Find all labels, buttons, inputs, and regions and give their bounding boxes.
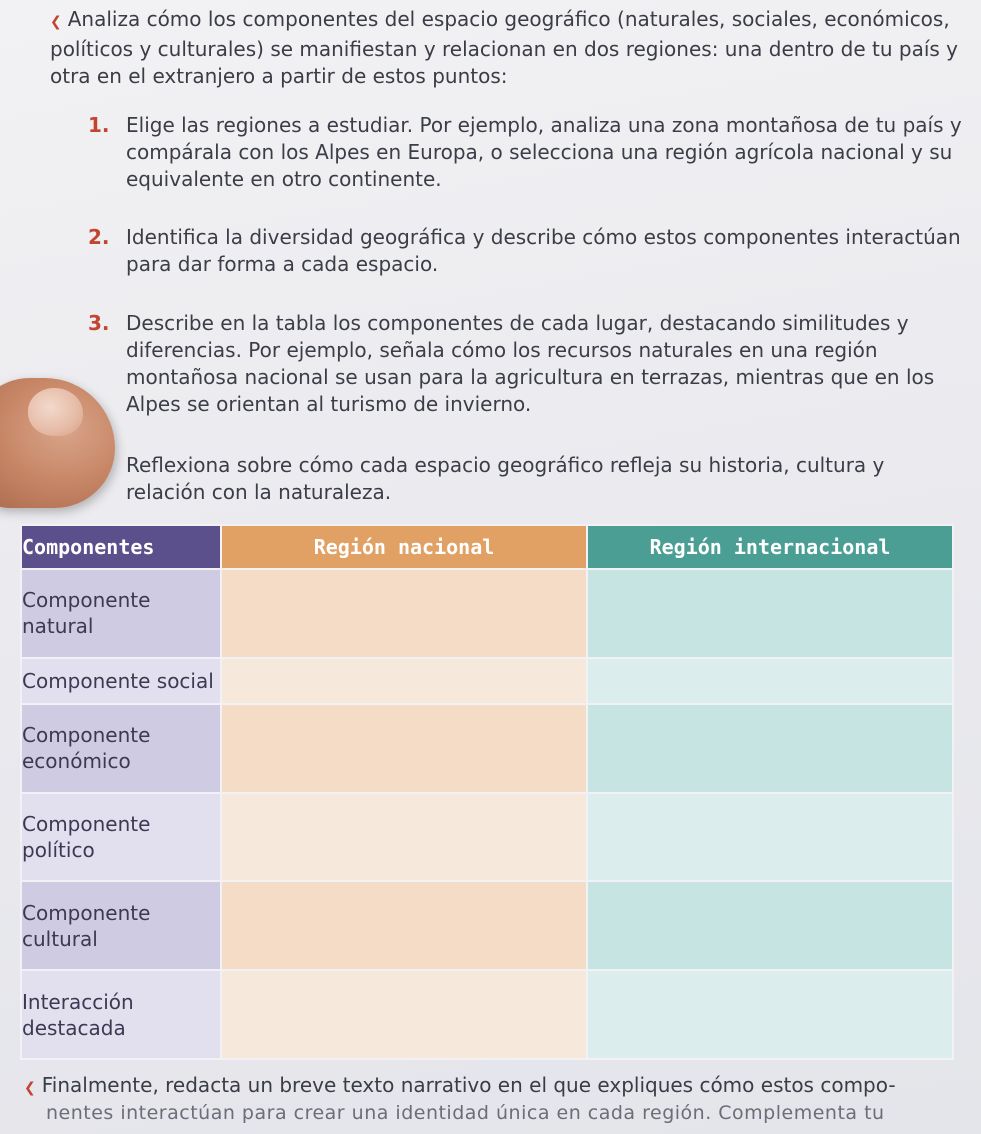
cell-nacional[interactable]	[221, 658, 587, 704]
table-row	[21, 569, 953, 658]
table-row	[21, 704, 953, 793]
footer-paragraph	[24, 1072, 974, 1102]
row-label: Interacción destacada	[21, 970, 221, 1059]
fingernail	[28, 388, 83, 436]
step-text: Elige las regiones a estudiar. Por ejemplo, analiza una zona montañosa de tu país y compárala con los Alpes en Europa, o selecciona una región agrícola nacional y su equivalente en otro continente.	[126, 113, 962, 191]
cell-internacional[interactable]	[587, 881, 953, 970]
step-text: Identifica la diversidad geográfica y describe cómo estos componentes interactúan para dar forma a cada espacio.	[126, 225, 961, 276]
table-row	[21, 793, 953, 882]
step-number: 2.	[88, 225, 110, 249]
footer-continuation: nentes interactúan para crear una identidad única en cada región. Complementa tu	[46, 1102, 885, 1124]
cell-nacional[interactable]	[221, 704, 587, 793]
cell-nacional[interactable]	[221, 970, 587, 1059]
cell-internacional[interactable]	[587, 970, 953, 1059]
row-label: Componente político	[21, 793, 221, 882]
step-2	[88, 224, 966, 278]
bullet-icon: ❮	[50, 14, 62, 30]
intro-text: Analiza cómo los componentes del espacio geográfico (naturales, sociales, económicos, políticos y culturales) se manifiestan y relacionan en dos regiones: una dentro de tu país y otra en el extranjero a partir de estos puntos:	[50, 7, 958, 88]
step-text: Describe en la tabla los componentes de cada lugar, destacando similitudes y diferencias. Por ejemplo, señala cómo los recursos naturales en una región montañosa nacional se usan para la agricultura en terrazas, mientras que en los Alpes se orientan al turismo de invierno.	[126, 311, 935, 416]
cell-nacional[interactable]	[221, 569, 587, 658]
step-1	[88, 112, 966, 193]
row-label: Componente social	[21, 658, 221, 704]
cell-internacional[interactable]	[587, 569, 953, 658]
cell-internacional[interactable]	[587, 793, 953, 882]
cell-internacional[interactable]	[587, 658, 953, 704]
step-number: 1.	[88, 113, 110, 137]
table-header-row	[21, 525, 953, 569]
cell-internacional[interactable]	[587, 704, 953, 793]
table-row	[21, 881, 953, 970]
step-3	[88, 310, 966, 418]
row-label: Componente cultural	[21, 881, 221, 970]
header-region-internacional: Región internacional	[587, 525, 953, 569]
step-number: 3.	[88, 311, 110, 335]
header-componentes: Componentes	[21, 525, 221, 569]
footer-text: Finalmente, redacta un breve texto narrativo en el que expliques cómo estos compo-	[41, 1073, 896, 1097]
intro-paragraph	[50, 6, 960, 90]
cell-nacional[interactable]	[221, 881, 587, 970]
step-4	[126, 452, 966, 506]
finger-photo	[0, 378, 115, 508]
header-region-nacional: Región nacional	[221, 525, 587, 569]
row-label: Componente natural	[21, 569, 221, 658]
step-text: Reflexiona sobre cómo cada espacio geográfico refleja su historia, cultura y relación con la naturaleza.	[126, 453, 885, 504]
table-row	[21, 970, 953, 1059]
cell-nacional[interactable]	[221, 793, 587, 882]
comparison-table	[20, 524, 954, 1060]
table-row	[21, 658, 953, 704]
bullet-icon: ❮	[24, 1080, 36, 1096]
row-label: Componente económico	[21, 704, 221, 793]
